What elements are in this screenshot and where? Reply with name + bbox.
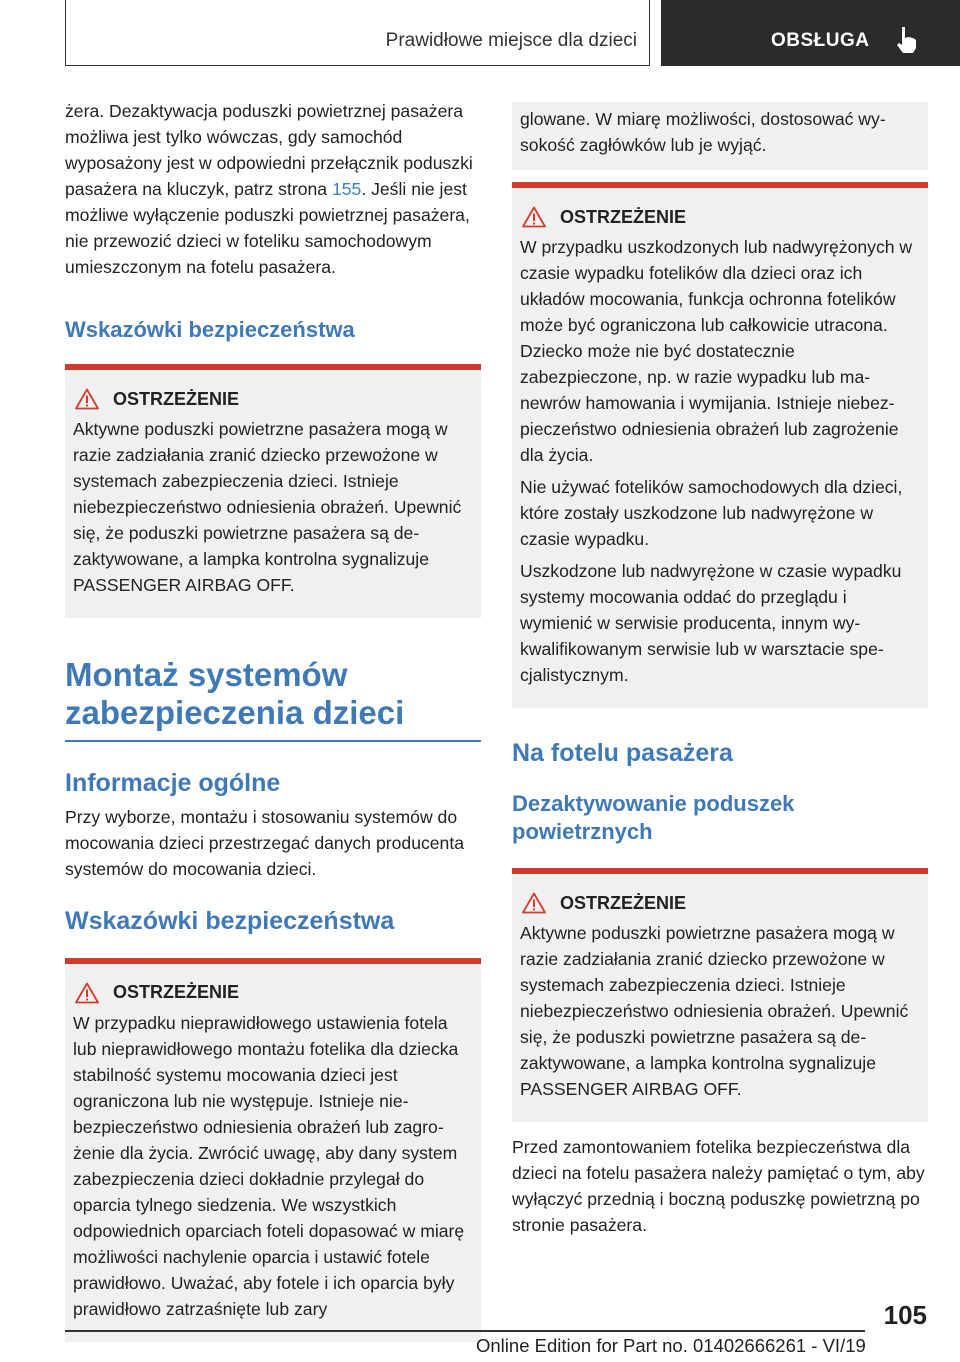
- warning-text-4: Aktywne poduszki powietrzne pasażera mogą w razie zadziałania zranić dziecko przewożone w systemach zabezpieczenia dzieci. Istnieje niebezpieczeństwo odniesienia obrażeń. Upewnić się, że poduszki powietrzne pasażera są dezaktywowane, a lampka kontrolna sygnalizuje PASSENGER AIRBAG OFF.: [520, 923, 909, 1099]
- warning-triangle-icon: [75, 388, 99, 410]
- chapter-heading: Montaż systemów zabezpieczenia dzieci: [65, 656, 405, 731]
- left-column: [65, 98, 481, 1342]
- warning-text-1: Aktywne poduszki powietrzne pasażera mogą w razie zadziałania zranić dziecko przewożone w systemach zabezpieczenia dzieci. Istnieje niebezpieczeństwo odniesienia obrażeń. Upewnić się, że poduszki powietrzne pasażera są dezaktywowane, a lampka kontrolna sygnalizuje PASSENGER AIRBAG OFF.: [73, 419, 462, 595]
- footer-rule: [65, 1330, 865, 1332]
- intro-paragraph: żera. Dezaktywacja poduszki powietrznej pasażera możliwa jest tylko wówczas, gdy samochód wyposażony jest w odpowiedni przełącznik poduszki pasażera na kluczyk, patrz strona 155. Jeśli nie jest możliwe wyłączenie poduszki powietrznej pasażera, nie przewozić dzieci w foteliku samochodowym umieszczonym na fotelu pasażera.: [65, 101, 473, 277]
- warning-text-3a: W przypadku uszkodzonych lub nadwyrężonych w czasie wypadku fotelików dla dzieci oraz ich układów mocowania, funkcja ochronna fotelików może być ograniczona lub całkowicie utracona. Dziecko może nie być dostatecznie zabezpieczone, np. w razie wypadku lub manewrów hamowania i wymijania. Istnieje niebezpieczeństwo odniesienia obrażeń lub zagrożenie dla życia.: [520, 237, 913, 465]
- warning-box-3: [512, 182, 928, 708]
- warning-text-3b: Nie używać fotelików samochodowych dla dzieci, które zostały uszkodzone lub nadwyrężone w czasie wypadku.: [520, 477, 903, 549]
- warning-triangle-icon: [522, 206, 546, 228]
- safety-heading-2: Wskazówki bezpieczeństwa: [65, 906, 395, 935]
- warning-triangle-icon: [522, 892, 546, 914]
- chapter-heading-rule: [65, 740, 481, 742]
- warning-box-4: [512, 868, 928, 1122]
- continuation-text: glowane. W miarę możliwości, dostosować wysokość zagłówków lub je wyjąć.: [520, 109, 886, 155]
- page-number: 105: [883, 1300, 927, 1330]
- right-column: [512, 102, 928, 1238]
- warning-box-2: [65, 958, 481, 1342]
- warning-text-2: W przypadku nieprawidłowego ustawienia fotela lub nieprawidłowego montażu fotelika dla dziecka stabilność systemu mocowania dzieci jest ograniczona lub nie występuje. Istnieje niebezpieczeństwo odniesienia obrażeń lub zagrożenie dla życia. Zwrócić uwagę, aby dany system zabezpieczenia dzieci dokładnie przylegał do oparcia tylnego siedzenia. We wszystkich odpowiednich oparciach foteli dopasować w miarę możliwości nachylenie oparcia i ustawić fotele prawidłowo. Uważać, aby fotele i ich oparcia były prawidłowo zatrzaśnięte lub zary: [73, 1012, 465, 1319]
- warning-title-3: OSTRZEŻENIE: [520, 206, 920, 228]
- section-title-box: [65, 0, 650, 66]
- page-header: [65, 0, 960, 66]
- warning-text-3c: Uszkodzone lub nadwyrężone w czasie wypadku systemy mocowania oddać do przeglądu i wymienić w serwisie producenta, innym wykwalifikowanym serwisie lub w warsztacie specjalistycznym.: [520, 561, 902, 685]
- chapter-label: OBSŁUGA: [771, 30, 870, 51]
- page-reference-link[interactable]: 155: [331, 179, 362, 199]
- closing-paragraph: Przed zamontowaniem fotelika bezpieczeństwa dla dzieci na fotelu pasażera należy pamiętać o tym, aby wyłączyć przednią i boczną poduszkę powietrzną po stronie pasażera.: [512, 1137, 925, 1235]
- general-info-heading: Informacje ogólne: [65, 768, 281, 797]
- warning-title-4: OSTRZEŻENIE: [520, 892, 920, 914]
- edition-footer: Online Edition for Part no. 01402666261 - VI/19: [476, 1335, 866, 1356]
- chapter-tab: [661, 0, 960, 66]
- warning-title-2: OSTRZEŻENIE: [73, 982, 473, 1004]
- airbag-deactivation-heading: Dezaktywowanie poduszek powietrznych: [512, 791, 795, 844]
- section-title: Prawidłowe miejsce dla dzieci: [385, 30, 637, 51]
- passenger-seat-heading: Na fotelu pasażera: [512, 739, 733, 767]
- warning-box-1: [65, 364, 481, 618]
- warning-title-1: OSTRZEŻENIE: [73, 388, 473, 410]
- continued-warning-box: [512, 102, 928, 170]
- warning-triangle-icon: [75, 982, 99, 1004]
- general-info-text: Przy wyborze, montażu i stosowaniu systemów do mocowania dzieci przestrzegać danych producenta systemów do mocowania dzieci.: [65, 806, 465, 879]
- hand-pointer-icon: [891, 24, 921, 56]
- safety-heading-1: Wskazówki bezpieczeństwa: [65, 317, 355, 342]
